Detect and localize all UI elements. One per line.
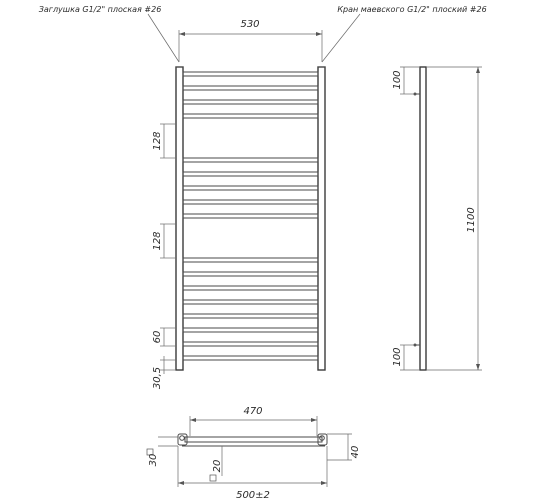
- rung: [183, 300, 318, 304]
- dim-label-530: 530: [240, 19, 260, 30]
- dim-label-128-mid: 128: [152, 231, 163, 251]
- rung: [183, 342, 318, 346]
- rung: [183, 86, 318, 90]
- dim-bottom-offset: [152, 356, 176, 389]
- dim-side-height: [426, 67, 482, 370]
- dim-label-20: 20: [212, 459, 223, 473]
- dim-width-overall: [179, 19, 322, 62]
- dim-label-40: 40: [350, 445, 361, 459]
- dim-label-470: 470: [243, 406, 263, 417]
- rung: [183, 172, 318, 176]
- rung: [183, 328, 318, 332]
- rung: [183, 314, 318, 318]
- callout-leader-left: [148, 14, 179, 62]
- callout-valve-label: Кран маевского G1/2" плоский #26: [337, 5, 487, 14]
- dim-section-20: [210, 446, 223, 481]
- dim-top-outer: [178, 446, 327, 501]
- rung: [183, 72, 318, 76]
- dim-label-128-top: 128: [152, 131, 163, 151]
- rung: [183, 186, 318, 190]
- dim-label-1100: 1100: [466, 207, 477, 233]
- rung: [183, 356, 318, 360]
- rung: [183, 158, 318, 162]
- top-view: [147, 406, 361, 501]
- dim-top-inner: [190, 406, 317, 436]
- callout-plug-label: Заглушка G1/2" плоская #26: [38, 5, 162, 14]
- dim-spacing-mid: [152, 224, 176, 258]
- rung: [183, 286, 318, 290]
- rung: [183, 272, 318, 276]
- side-profile: [420, 67, 426, 370]
- dim-section-30: [147, 437, 178, 466]
- rung: [183, 258, 318, 262]
- rung: [183, 200, 318, 204]
- rung: [183, 114, 318, 118]
- dim-label-30: 30: [148, 453, 159, 467]
- dim-side-bottom: [392, 345, 420, 370]
- dim-label-100-bottom: 100: [392, 347, 403, 367]
- dim-label-60: 60: [152, 330, 163, 344]
- side-view: [392, 67, 482, 370]
- dim-side-top: [392, 67, 420, 94]
- dim-label-100-top: 100: [392, 70, 403, 90]
- dim-depth-40: [327, 434, 361, 460]
- dim-label-500: 500±2: [236, 490, 270, 501]
- right-vertical-tube: [318, 67, 325, 370]
- left-vertical-tube: [176, 67, 183, 370]
- dim-label-30-5: 30,5: [152, 366, 163, 390]
- top-profile-bar: [185, 437, 322, 442]
- callout-leader-right: [322, 14, 360, 62]
- dim-spacing-top: [152, 124, 176, 158]
- rung: [183, 100, 318, 104]
- rung: [183, 214, 318, 218]
- dim-spacing-bottom: [152, 328, 176, 346]
- rungs: [183, 72, 318, 360]
